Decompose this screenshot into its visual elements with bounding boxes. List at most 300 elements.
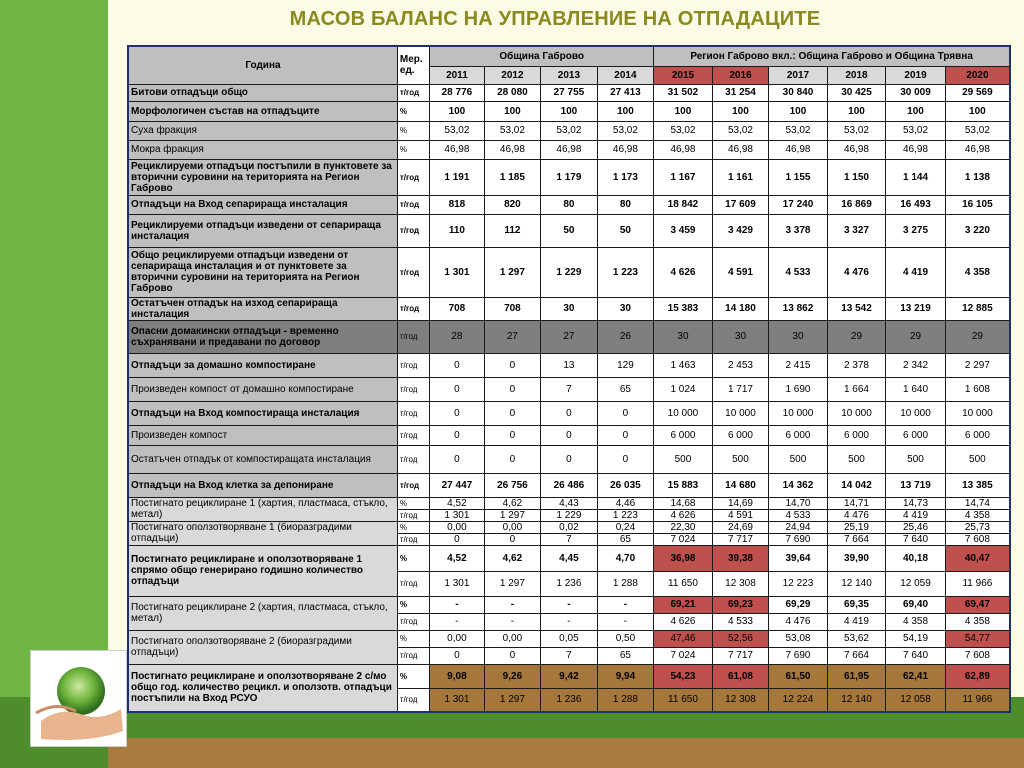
row-value: 0,00	[484, 521, 541, 533]
row-value: 4 591	[712, 247, 769, 297]
row-value: 1 024	[654, 377, 713, 401]
row-unit: т/год	[397, 473, 429, 497]
row-value: 100	[886, 101, 946, 121]
row-value: 0	[430, 445, 484, 473]
row-value: -	[484, 596, 541, 613]
row-value: 47,46	[654, 630, 713, 647]
row-value: 9,26	[484, 664, 541, 688]
page-title: МАСОВ БАЛАНС НА УПРАВЛЕНИЕ НА ОТПАДАЦИТЕ	[289, 8, 821, 30]
row-value: 61,08	[712, 664, 769, 688]
table-row	[128, 497, 1010, 509]
row-value: 30 840	[769, 84, 828, 101]
row-value: 14,71	[827, 497, 886, 509]
row-label: Рециклируеми отпадъци постъпили в пунктовете за вторични суровини на територията на Регион Габрово	[128, 159, 397, 195]
row-label: Постигнато рециклиране 2 (хартия, пластмаса, стъкло, метал)	[128, 596, 397, 630]
row-value-secondary: 7	[541, 533, 598, 545]
row-value-secondary: 11 650	[654, 688, 713, 712]
row-value: 27 447	[430, 473, 484, 497]
row-value: 0	[541, 401, 598, 425]
row-value: 27 413	[597, 84, 654, 101]
row-unit: %	[397, 140, 429, 159]
row-value: 14,74	[945, 497, 1010, 509]
row-label: Рециклируеми отпадъци изведени от сепарираща инсталация	[128, 214, 397, 247]
header-unit-line2: ед.	[399, 65, 415, 77]
row-value-secondary: 12 140	[827, 688, 886, 712]
row-value: 2 453	[712, 353, 769, 377]
row-value: 29	[886, 320, 946, 353]
row-value-secondary: 1 288	[597, 571, 654, 596]
row-value-secondary: 7 690	[769, 533, 828, 545]
row-value: 1 167	[654, 159, 713, 195]
row-value: 100	[769, 101, 828, 121]
row-value: 4,52	[430, 497, 484, 509]
header-year: 2019	[886, 66, 946, 84]
header-year: 2013	[541, 66, 598, 84]
row-value: 4 533	[769, 247, 828, 297]
row-value: 3 327	[827, 214, 886, 247]
row-value: 26 756	[484, 473, 541, 497]
row-value-secondary: 7 608	[945, 647, 1010, 664]
row-unit-secondary: т/год	[397, 533, 429, 545]
row-label: Постигнато рециклиране и оползотворяване 2 с/мо общо год. количество рецикл. и оползотв. отпадъци постъпили на Вход РСУО	[128, 664, 397, 712]
row-value-secondary: 4 358	[945, 613, 1010, 630]
row-value: 500	[712, 445, 769, 473]
row-value-secondary: 4 626	[654, 613, 713, 630]
row-value: 80	[541, 195, 598, 214]
row-value: 24,94	[769, 521, 828, 533]
row-value: 31 254	[712, 84, 769, 101]
row-value: 53,02	[712, 121, 769, 140]
row-value: 52,56	[712, 630, 769, 647]
row-value: 0	[597, 401, 654, 425]
row-value: 0	[541, 445, 598, 473]
header-unit-label	[397, 46, 429, 84]
row-value: 6 000	[827, 425, 886, 445]
row-value: 16 493	[886, 195, 946, 214]
table-row	[128, 545, 1010, 571]
row-value: 69,47	[945, 596, 1010, 613]
row-value: 10 000	[769, 401, 828, 425]
row-value: 14 362	[769, 473, 828, 497]
row-value: 53,02	[484, 121, 541, 140]
row-value: 10 000	[886, 401, 946, 425]
row-value-secondary: 0	[430, 533, 484, 545]
row-value: 4,46	[597, 497, 654, 509]
row-value: 1 690	[769, 377, 828, 401]
row-value: 10 000	[945, 401, 1010, 425]
row-value-secondary: 7 640	[886, 647, 946, 664]
row-unit: т/год	[397, 195, 429, 214]
row-value-secondary: 11 966	[945, 571, 1010, 596]
row-unit: т/год	[397, 377, 429, 401]
row-value-secondary: 7	[541, 647, 598, 664]
row-value: 28 776	[430, 84, 484, 101]
row-unit: %	[397, 630, 429, 647]
row-value: 500	[945, 445, 1010, 473]
row-value-secondary: -	[541, 613, 598, 630]
row-value: 69,21	[654, 596, 713, 613]
row-value: 46,98	[541, 140, 598, 159]
row-value: 1 144	[886, 159, 946, 195]
row-unit: т/год	[397, 84, 429, 101]
row-label: Опасни домакински отпадъци - временно съхранявани и предавани по договор	[128, 320, 397, 353]
table-row	[128, 140, 1010, 159]
row-unit: т/год	[397, 214, 429, 247]
row-value: 4 476	[827, 247, 886, 297]
row-value: 25,46	[886, 521, 946, 533]
row-label: Битови отпадъци общо	[128, 84, 397, 101]
table-row	[128, 195, 1010, 214]
row-value: 818	[430, 195, 484, 214]
row-label: Суха фракция	[128, 121, 397, 140]
row-unit: %	[397, 497, 429, 509]
row-value: 80	[597, 195, 654, 214]
row-label: Мокра фракция	[128, 140, 397, 159]
row-label: Отпадъци на Вход компостираща инсталация	[128, 401, 397, 425]
row-value: 13 542	[827, 297, 886, 320]
row-value: 0,24	[597, 521, 654, 533]
bottom-brown-band	[108, 738, 1024, 768]
table-row	[128, 664, 1010, 688]
row-unit: %	[397, 121, 429, 140]
row-value: 22,30	[654, 521, 713, 533]
row-label: Остатъчен отпадък от компостиращата инсталация	[128, 445, 397, 473]
header-year: 2015	[654, 66, 713, 84]
row-value: 15 383	[654, 297, 713, 320]
row-value-secondary: 7 024	[654, 533, 713, 545]
row-value-secondary: 11 966	[945, 688, 1010, 712]
row-value: 4 626	[654, 247, 713, 297]
row-value: 26 486	[541, 473, 598, 497]
row-value-secondary: 1 301	[430, 688, 484, 712]
row-value: 2 415	[769, 353, 828, 377]
row-value-secondary: 1 301	[430, 571, 484, 596]
row-value: 53,02	[886, 121, 946, 140]
row-label: Постигнато оползотворяване 1 (биоразградими отпадъци)	[128, 521, 397, 545]
table-row	[128, 473, 1010, 497]
row-value: 1 155	[769, 159, 828, 195]
row-value: 0	[597, 445, 654, 473]
row-unit-secondary: т/год	[397, 647, 429, 664]
row-value: 39,90	[827, 545, 886, 571]
row-value: 9,08	[430, 664, 484, 688]
row-value: 46,98	[654, 140, 713, 159]
row-unit: т/год	[397, 425, 429, 445]
row-value: 1 185	[484, 159, 541, 195]
row-label: Произведен компост от домашно компостиране	[128, 377, 397, 401]
header-year: 2014	[597, 66, 654, 84]
row-value-secondary: 7 717	[712, 533, 769, 545]
row-value: 30	[597, 297, 654, 320]
row-unit: %	[397, 101, 429, 121]
row-value: 4 419	[886, 247, 946, 297]
row-value: 1 223	[597, 247, 654, 297]
row-value-secondary: 4 358	[945, 509, 1010, 521]
row-value: 46,98	[886, 140, 946, 159]
row-value: 12 885	[945, 297, 1010, 320]
row-value-secondary: 7 640	[886, 533, 946, 545]
row-value: 24,69	[712, 521, 769, 533]
row-value: 0,50	[597, 630, 654, 647]
row-value: 1 463	[654, 353, 713, 377]
row-value-secondary: 65	[597, 533, 654, 545]
row-value: 500	[827, 445, 886, 473]
row-value: 36,98	[654, 545, 713, 571]
row-value: 13 719	[886, 473, 946, 497]
row-value-secondary: 4 419	[886, 509, 946, 521]
row-value-secondary: 4 358	[886, 613, 946, 630]
row-value: 65	[597, 377, 654, 401]
row-value-secondary: -	[430, 613, 484, 630]
row-value: 1 138	[945, 159, 1010, 195]
row-value: 46,98	[945, 140, 1010, 159]
row-value-secondary: 1 297	[484, 571, 541, 596]
row-value: 1 301	[430, 247, 484, 297]
row-value: 13 219	[886, 297, 946, 320]
row-value: 0	[484, 353, 541, 377]
row-value-secondary: 1 297	[484, 509, 541, 521]
row-unit-secondary: т/год	[397, 688, 429, 712]
row-value: 53,02	[769, 121, 828, 140]
row-value: 53,02	[597, 121, 654, 140]
row-value: 3 378	[769, 214, 828, 247]
row-value: 30	[769, 320, 828, 353]
row-value-secondary: 1 223	[597, 509, 654, 521]
row-value: 9,42	[541, 664, 598, 688]
row-label: Остатъчен отпадък на изход сепарираща инсталация	[128, 297, 397, 320]
row-value: 9,94	[597, 664, 654, 688]
table-row	[128, 425, 1010, 445]
row-value-secondary: 12 059	[886, 571, 946, 596]
row-value: 4,52	[430, 545, 484, 571]
row-label: Общо рециклируеми отпадъци изведени от сепарираща инсталация и от пунктовете за вторични суровини на територията на Регион Габрово	[128, 247, 397, 297]
row-value: 30 425	[827, 84, 886, 101]
row-value: 6 000	[769, 425, 828, 445]
row-value: 10 000	[654, 401, 713, 425]
row-value: 28 080	[484, 84, 541, 101]
row-value: 14,68	[654, 497, 713, 509]
table-row	[128, 377, 1010, 401]
row-value: 14,70	[769, 497, 828, 509]
row-label: Морфологичен състав на отпадъците	[128, 101, 397, 121]
row-value: 53,02	[945, 121, 1010, 140]
row-value: 17 609	[712, 195, 769, 214]
row-value: 1 150	[827, 159, 886, 195]
row-value: 39,64	[769, 545, 828, 571]
row-unit-secondary: т/год	[397, 571, 429, 596]
row-value-secondary: 4 533	[769, 509, 828, 521]
row-value: 0	[484, 377, 541, 401]
header-group-gabrovo: Община Габрово	[430, 46, 654, 66]
row-value: 53,02	[430, 121, 484, 140]
row-value: 4,70	[597, 545, 654, 571]
row-value: 100	[541, 101, 598, 121]
row-unit: %	[397, 545, 429, 571]
row-value-secondary: 4 591	[712, 509, 769, 521]
row-value: 0	[484, 445, 541, 473]
row-value: 4 358	[945, 247, 1010, 297]
table-row	[128, 320, 1010, 353]
row-value: 112	[484, 214, 541, 247]
row-value: -	[597, 596, 654, 613]
row-value: 30	[712, 320, 769, 353]
header-year: 2018	[827, 66, 886, 84]
row-value: 500	[769, 445, 828, 473]
row-value: 1 608	[945, 377, 1010, 401]
row-value: 25,19	[827, 521, 886, 533]
table-row	[128, 353, 1010, 377]
row-unit: т/год	[397, 401, 429, 425]
row-value: 17 240	[769, 195, 828, 214]
row-value: 500	[886, 445, 946, 473]
row-unit-secondary: т/год	[397, 509, 429, 521]
row-label: Произведен компост	[128, 425, 397, 445]
row-value: 1 229	[541, 247, 598, 297]
row-value: 46,98	[597, 140, 654, 159]
row-value: 46,98	[430, 140, 484, 159]
row-value: 53,08	[769, 630, 828, 647]
row-value: 30	[541, 297, 598, 320]
row-value: 7	[541, 377, 598, 401]
hands-globe-image	[30, 650, 127, 747]
row-value: 53,02	[654, 121, 713, 140]
row-label: Отпадъци на Вход клетка за депониране	[128, 473, 397, 497]
header-year: 2016	[712, 66, 769, 84]
row-value: 0,00	[430, 630, 484, 647]
row-value: 100	[827, 101, 886, 121]
row-value: 0	[541, 425, 598, 445]
row-value-secondary: 4 533	[712, 613, 769, 630]
row-value: 100	[597, 101, 654, 121]
row-value: 27	[484, 320, 541, 353]
row-value: 50	[541, 214, 598, 247]
row-value-secondary: 12 308	[712, 571, 769, 596]
row-value: 28	[430, 320, 484, 353]
row-value: 708	[430, 297, 484, 320]
row-value: 708	[484, 297, 541, 320]
row-value: 46,98	[827, 140, 886, 159]
row-value: 110	[430, 214, 484, 247]
row-value: 62,89	[945, 664, 1010, 688]
row-unit-secondary: т/год	[397, 613, 429, 630]
row-value-secondary: 0	[430, 647, 484, 664]
table-row	[128, 247, 1010, 297]
row-value: 69,23	[712, 596, 769, 613]
header-unit-line1: Мер.	[399, 54, 423, 66]
row-value: 15 883	[654, 473, 713, 497]
row-value-secondary: -	[597, 613, 654, 630]
header-year: 2020	[945, 66, 1010, 84]
row-value-secondary: 7 664	[827, 533, 886, 545]
row-value-secondary: 7 664	[827, 647, 886, 664]
row-value: 69,29	[769, 596, 828, 613]
row-unit: т/год	[397, 320, 429, 353]
row-value-secondary: 7 690	[769, 647, 828, 664]
row-value: 39,38	[712, 545, 769, 571]
row-value: 54,23	[654, 664, 713, 688]
row-value: 10 000	[712, 401, 769, 425]
row-value: 30 009	[886, 84, 946, 101]
header-year: 2017	[769, 66, 828, 84]
row-value-secondary: 7 608	[945, 533, 1010, 545]
row-value: 4,45	[541, 545, 598, 571]
header-year: 2012	[484, 66, 541, 84]
row-value-secondary: 12 224	[769, 688, 828, 712]
row-value: 6 000	[654, 425, 713, 445]
row-unit: %	[397, 664, 429, 688]
row-value: 69,40	[886, 596, 946, 613]
table-row	[128, 401, 1010, 425]
row-unit: %	[397, 521, 429, 533]
row-value: 46,98	[484, 140, 541, 159]
row-value: 46,98	[769, 140, 828, 159]
row-unit: т/год	[397, 353, 429, 377]
row-value: 26 035	[597, 473, 654, 497]
row-value: 13 862	[769, 297, 828, 320]
row-value-secondary: 1 301	[430, 509, 484, 521]
row-value: 0	[430, 401, 484, 425]
row-value: 1 640	[886, 377, 946, 401]
table-row	[128, 521, 1010, 533]
row-value: 27 755	[541, 84, 598, 101]
row-value-secondary: 1 297	[484, 688, 541, 712]
row-value: 0,00	[430, 521, 484, 533]
row-value: 54,19	[886, 630, 946, 647]
row-value: 0	[597, 425, 654, 445]
row-value: 29	[945, 320, 1010, 353]
row-value-secondary: 7 024	[654, 647, 713, 664]
row-value-secondary: 11 650	[654, 571, 713, 596]
row-label: Постигнато оползотворяване 2 (биоразградими отпадъци)	[128, 630, 397, 664]
row-value: 14 042	[827, 473, 886, 497]
row-value-secondary: -	[484, 613, 541, 630]
table-row	[128, 121, 1010, 140]
table-row	[128, 445, 1010, 473]
row-value: 3 275	[886, 214, 946, 247]
row-value-secondary: 12 058	[886, 688, 946, 712]
row-value: 13	[541, 353, 598, 377]
row-value-secondary: 1 229	[541, 509, 598, 521]
row-value: 10 000	[827, 401, 886, 425]
row-value: 2 297	[945, 353, 1010, 377]
row-value: 2 342	[886, 353, 946, 377]
row-value: 18 842	[654, 195, 713, 214]
table-row	[128, 84, 1010, 101]
row-value: 0	[484, 401, 541, 425]
row-value: 0	[430, 353, 484, 377]
row-unit: т/год	[397, 247, 429, 297]
row-value-secondary: 4 476	[827, 509, 886, 521]
row-value-secondary: 0	[484, 533, 541, 545]
header-year: 2011	[430, 66, 484, 84]
row-value: 1 191	[430, 159, 484, 195]
row-value: 14 180	[712, 297, 769, 320]
row-value-secondary: 1 288	[597, 688, 654, 712]
table-row	[128, 159, 1010, 195]
row-unit: %	[397, 596, 429, 613]
row-value: -	[541, 596, 598, 613]
row-label: Постигнато рециклиране 1 (хартия, пластмаса, стъкло, метал)	[128, 497, 397, 521]
table-row	[128, 101, 1010, 121]
row-unit: т/год	[397, 159, 429, 195]
row-value: 100	[712, 101, 769, 121]
row-value: 500	[654, 445, 713, 473]
row-value: 14 680	[712, 473, 769, 497]
header-row	[128, 46, 1010, 66]
row-value-secondary: 12 223	[769, 571, 828, 596]
row-value-secondary: 65	[597, 647, 654, 664]
row-value: 62,41	[886, 664, 946, 688]
